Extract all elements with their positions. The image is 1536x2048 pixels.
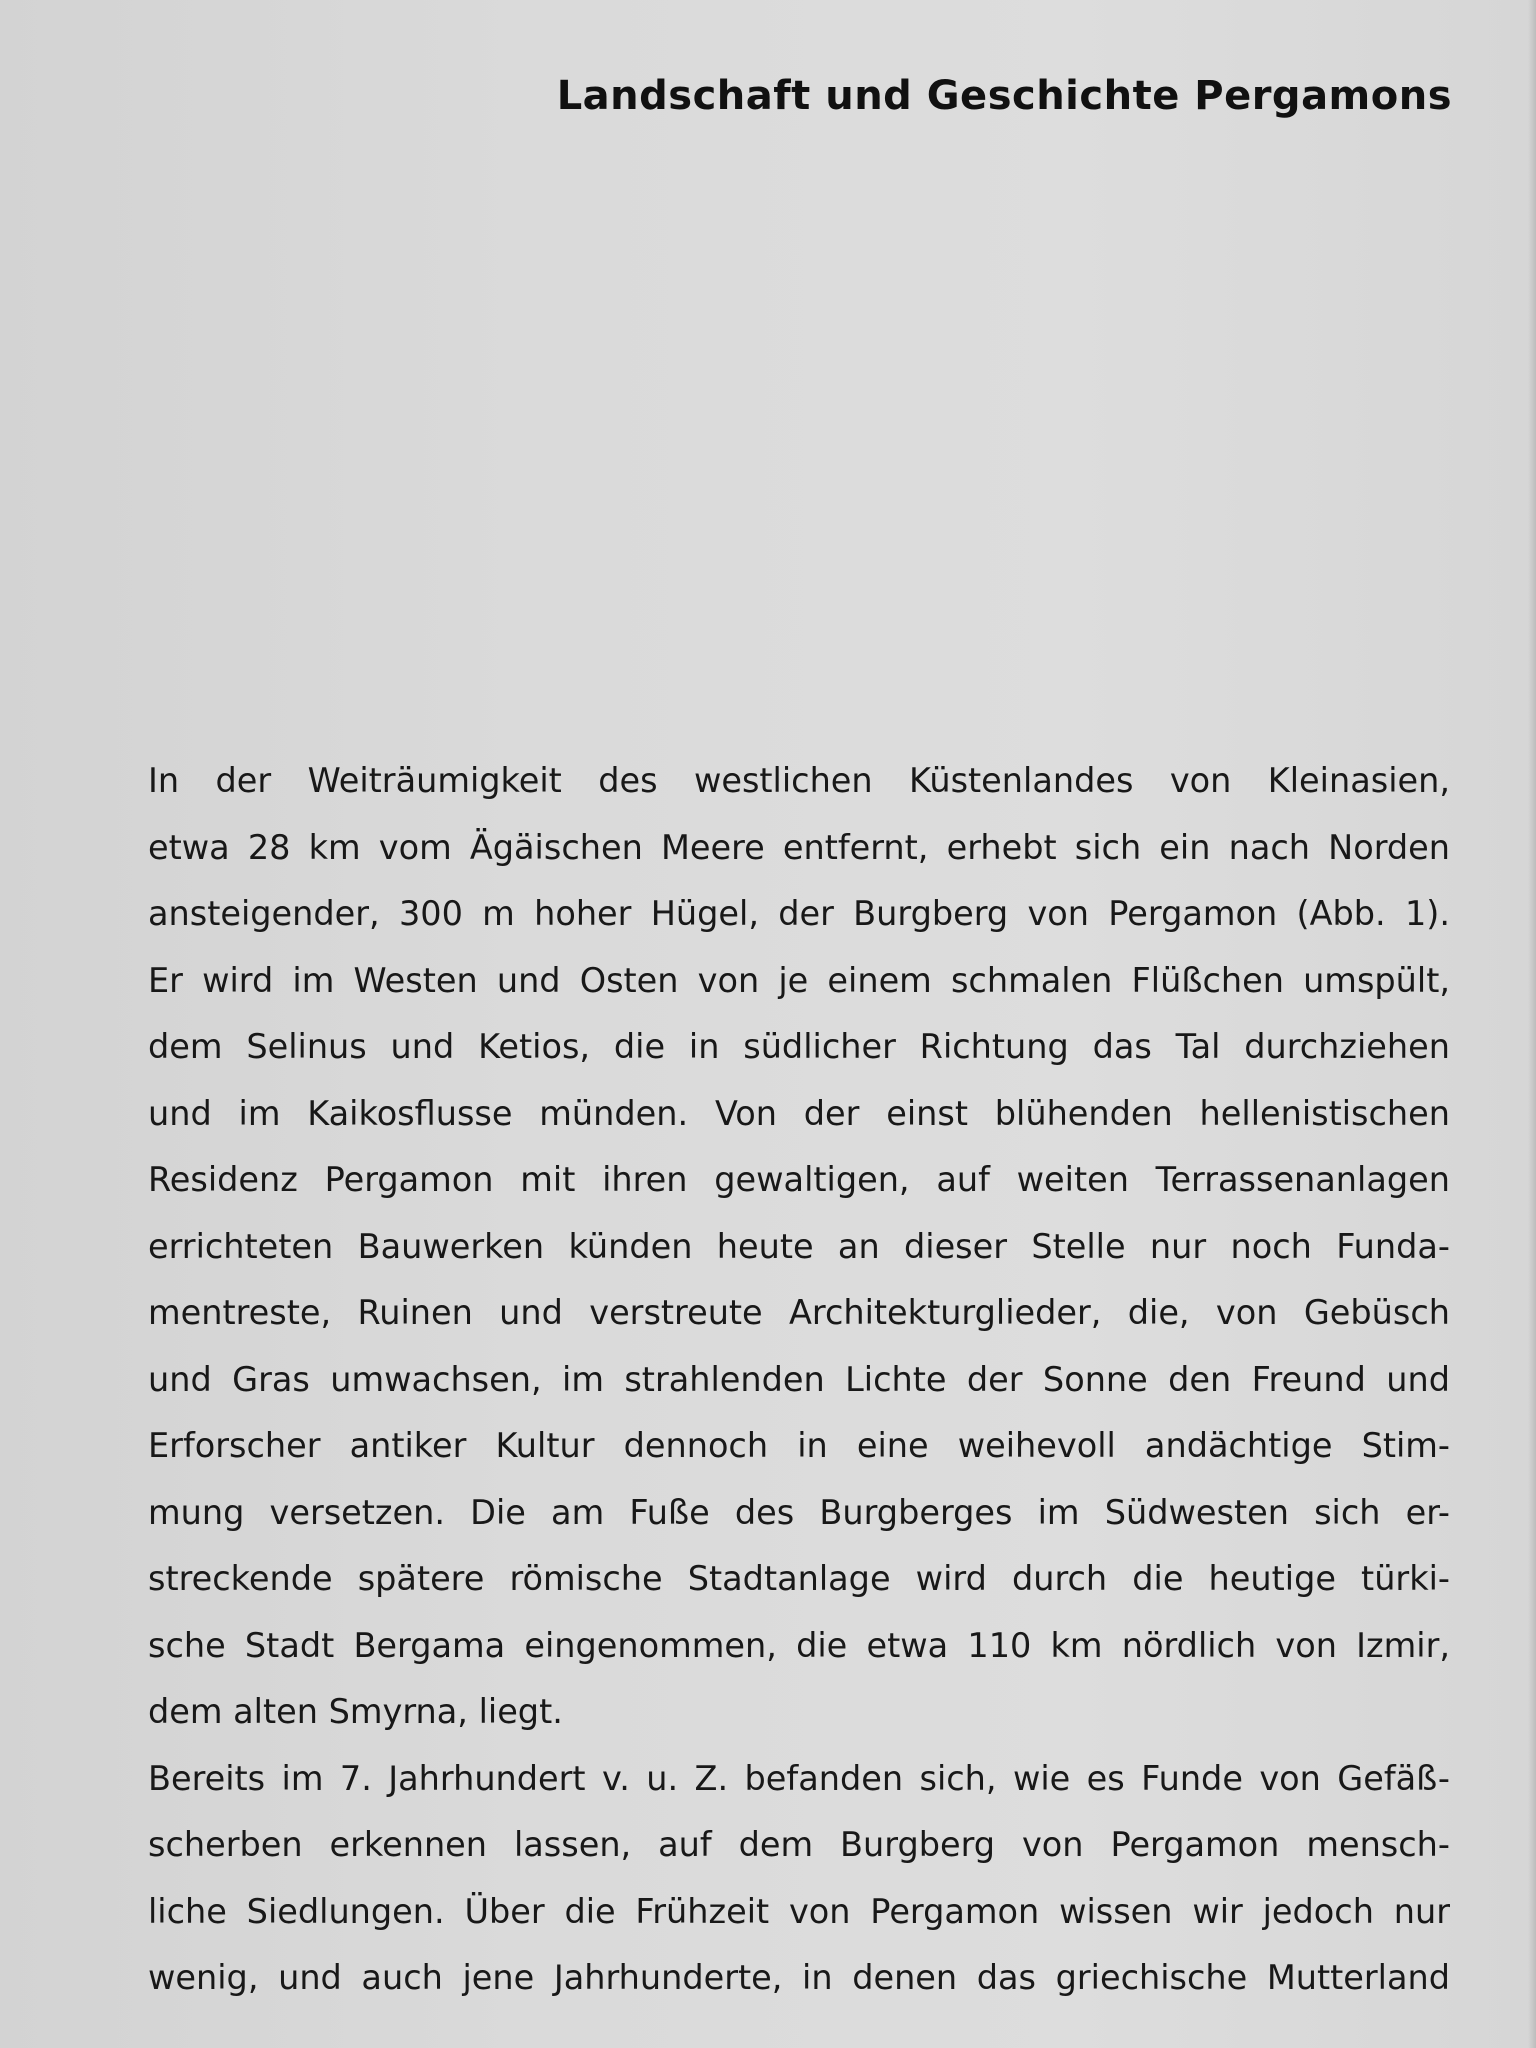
text-line: und Gras umwachsen, im strahlenden Lichte der Sonne den Freund und xyxy=(148,1359,1450,1399)
text-line: Erforscher antiker Kultur dennoch in eine weihevoll andächtige Stim- xyxy=(148,1426,1450,1465)
text-line: mentreste, Ruinen und verstreute Architekturglieder, die, von Gebüsch xyxy=(148,1293,1450,1332)
text-line: sche Stadt Bergama eingenommen, die etwa 110 km nördlich von Izmir, xyxy=(148,1625,1450,1665)
text-line: streckende spätere römische Stadtanlage wird durch die heutige türki- xyxy=(148,1559,1450,1598)
text-line: wenig, und auch jene Jahrhunderte, in denen das griechische Mutterland xyxy=(148,1958,1450,1997)
chapter-title: Landschaft und Geschichte Pergamons xyxy=(556,73,1452,119)
text-line: dem alten Smyrna, liegt. xyxy=(148,1692,563,1731)
text-line: ansteigender, 300 m hoher Hügel, der Burgberg von Pergamon (Abb. 1). xyxy=(148,894,1450,933)
text-line: Er wird im Westen und Osten von je einem schmalen Flüßchen umspült, xyxy=(148,960,1450,1000)
paragraph-2 xyxy=(148,1746,1450,2012)
text-line: Residenz Pergamon mit ihren gewaltigen, auf weiten Terrassenanlagen xyxy=(148,1160,1450,1199)
page-edge-shadow xyxy=(1528,0,1536,2048)
body-text xyxy=(148,748,1450,2012)
text-line: und im Kaikosflusse münden. Von der einst blühenden hellenistischen xyxy=(148,1093,1450,1133)
text-line: errichteten Bauwerken künden heute an dieser Stelle nur noch Funda- xyxy=(148,1226,1450,1266)
text-line: etwa 28 km vom Ägäischen Meere entfernt, erhebt sich ein nach Norden xyxy=(148,827,1450,867)
text-line: liche Siedlungen. Über die Frühzeit von Pergamon wissen wir jedoch nur xyxy=(148,1891,1450,1931)
paragraph-1 xyxy=(148,748,1450,1746)
text-line: Bereits im 7. Jahrhundert v. u. Z. befanden sich, wie es Funde von Gefäß- xyxy=(148,1758,1450,1798)
text-line: In der Weiträumigkeit des westlichen Küstenlandes von Kleinasien, xyxy=(148,761,1450,800)
text-line: scherben erkennen lassen, auf dem Burgberg von Pergamon mensch- xyxy=(148,1825,1450,1864)
text-line: mung versetzen. Die am Fuße des Burgberges im Südwesten sich er- xyxy=(148,1492,1450,1532)
text-line: dem Selinus und Ketios, die in südlicher Richtung das Tal durchziehen xyxy=(148,1027,1450,1066)
